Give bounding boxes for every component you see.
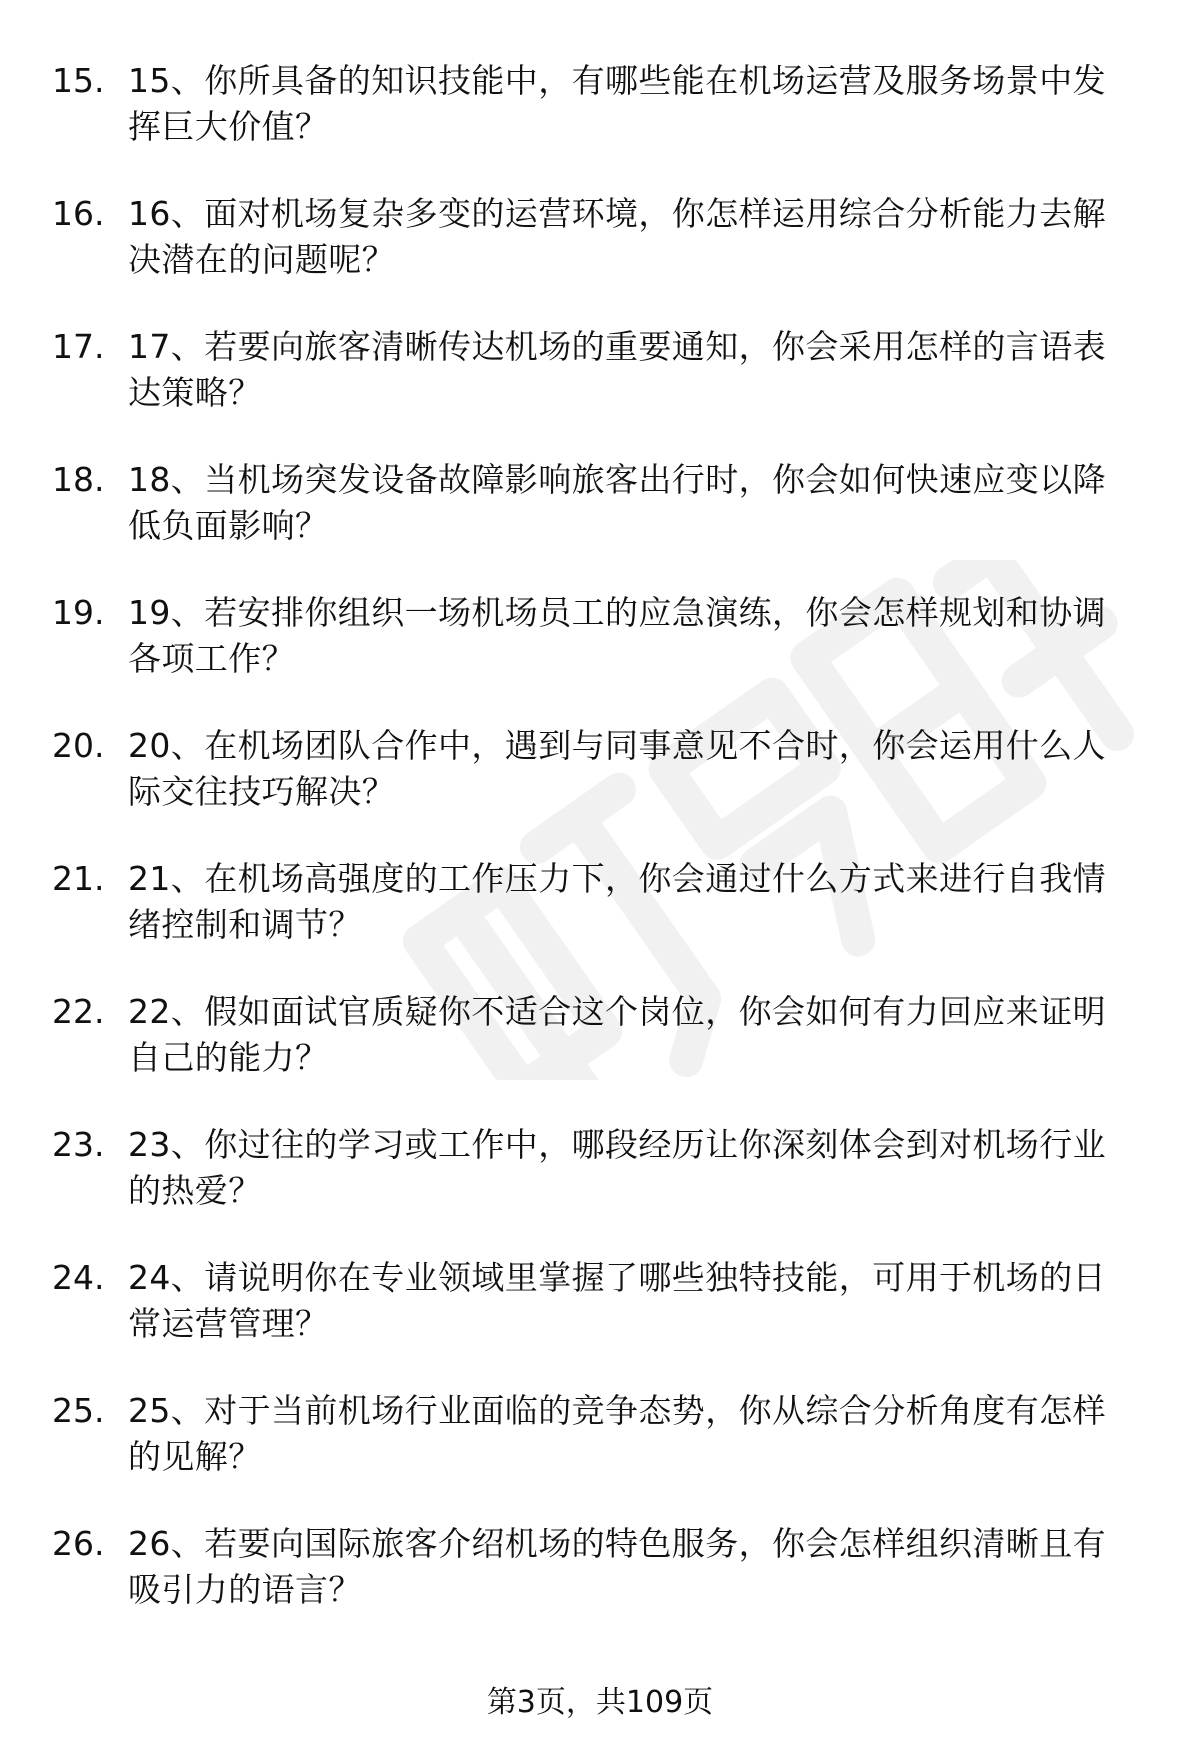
question-number: 16. [52,194,105,233]
question-text: 26、若要向国际旅客介绍机场的特色服务，你会怎样组织清晰且有吸引力的语言？ [128,1524,1106,1609]
question-item-16 [52,191,1152,324]
question-text: 24、请说明你在专业领域里掌握了哪些独特技能，可用于机场的日常运营管理？ [128,1258,1106,1343]
question-item-19 [52,590,1152,723]
question-number: 20. [52,726,105,765]
question-text: 22、假如面试官质疑你不适合这个岗位，你会如何有力回应来证明自己的能力？ [128,992,1106,1077]
question-number: 17. [52,327,105,366]
question-number: 26. [52,1524,105,1563]
question-number: 19. [52,593,105,632]
question-number: 25. [52,1391,105,1430]
question-item-20 [52,723,1152,856]
question-item-22 [52,989,1152,1122]
question-text: 21、在机场高强度的工作压力下，你会通过什么方式来进行自我情绪控制和调节？ [128,859,1106,944]
page-number-label: 第3页，共109页 [486,1685,714,1720]
question-text: 23、你过往的学习或工作中，哪段经历让你深刻体会到对机场行业的热爱？ [128,1125,1106,1210]
question-text: 18、当机场突发设备故障影响旅客出行时，你会如何快速应变以降低负面影响？ [128,460,1106,545]
question-number: 15. [52,61,105,100]
question-number: 22. [52,992,105,1031]
question-item-18 [52,457,1152,590]
question-item-25 [52,1388,1152,1521]
question-number: 21. [52,859,105,898]
question-text: 17、若要向旅客清晰传达机场的重要通知，你会采用怎样的言语表达策略？ [128,327,1106,412]
question-text: 19、若安排你组织一场机场员工的应急演练，你会怎样规划和协调各项工作？ [128,593,1106,678]
question-item-24 [52,1255,1152,1388]
question-list [52,58,1152,1654]
question-item-21 [52,856,1152,989]
question-number: 24. [52,1258,105,1297]
page-footer [0,1683,1200,1723]
question-item-17 [52,324,1152,457]
question-number: 18. [52,460,105,499]
question-text: 25、对于当前机场行业面临的竞争态势，你从综合分析角度有怎样的见解？ [128,1391,1106,1476]
question-item-26 [52,1521,1152,1654]
question-text: 15、你所具备的知识技能中，有哪些能在机场运营及服务场景中发挥巨大价值？ [128,61,1106,146]
question-text: 20、在机场团队合作中，遇到与同事意见不合时，你会运用什么人际交往技巧解决？ [128,726,1106,811]
question-number: 23. [52,1125,105,1164]
question-item-23 [52,1122,1152,1255]
question-item-15 [52,58,1152,191]
question-text: 16、面对机场复杂多变的运营环境，你怎样运用综合分析能力去解决潜在的问题呢？ [128,194,1106,279]
